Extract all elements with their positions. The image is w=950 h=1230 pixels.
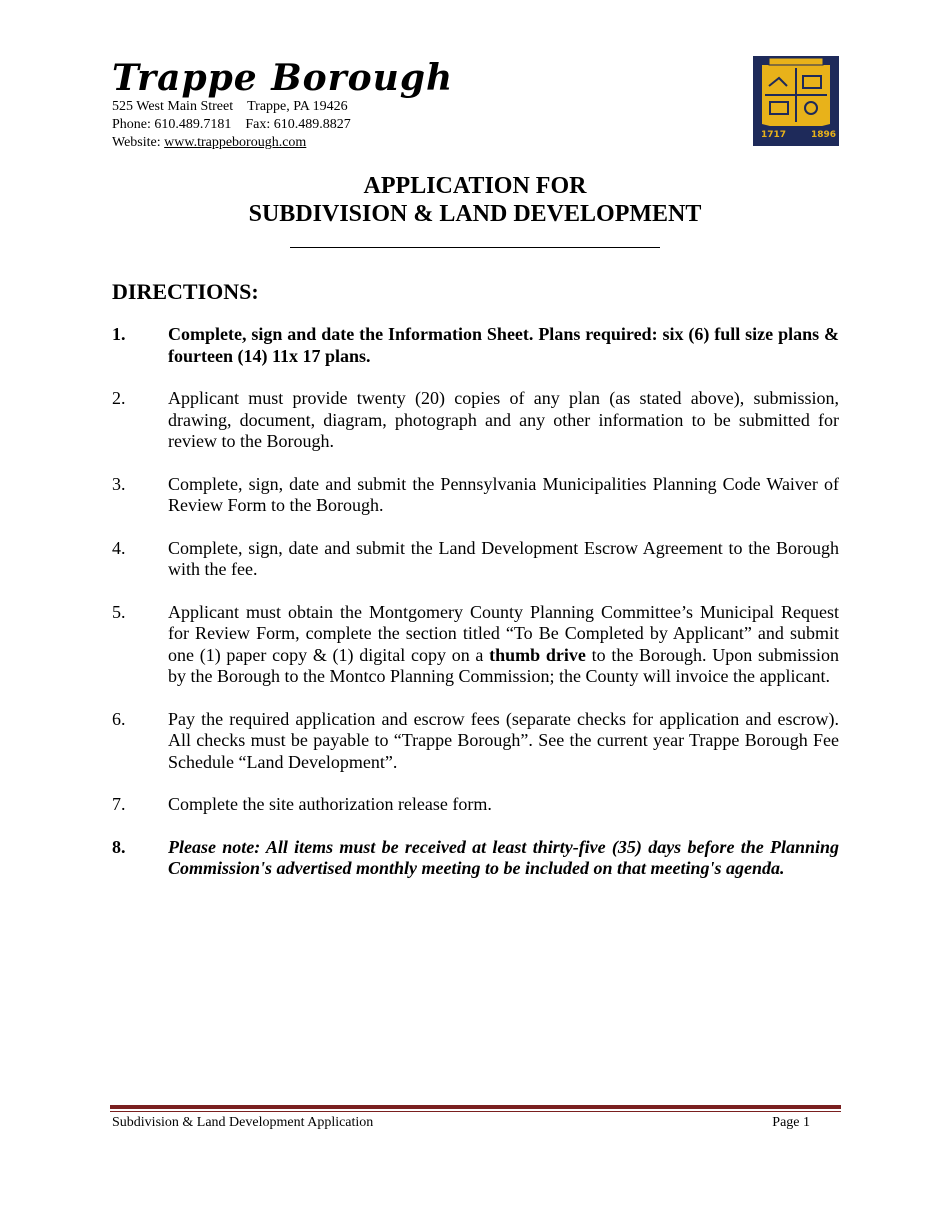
- footer-divider: [110, 1105, 841, 1109]
- footer-divider-thin: [110, 1111, 841, 1112]
- footer-page-number: Page 1: [772, 1115, 810, 1130]
- directions-heading: DIRECTIONS:: [112, 279, 259, 304]
- address-line: [112, 98, 453, 116]
- item-number: 5.: [112, 601, 126, 622]
- item-text: Applicant must provide twenty (20) copies of any plan (as stated above), submission, drawing, document, diagram, photograph and any other information to be submitted for review to the Borough.: [168, 388, 839, 451]
- letterhead: [112, 58, 453, 152]
- item-text: Pay the required application and escrow fees (separate checks for application and escrow). All checks must be payable to “Trappe Borough”. See the current year Trappe Borough Fee Schedule “Land Development”.: [168, 708, 839, 772]
- item-text: Complete, sign, date and submit the Land Development Escrow Agreement to the Borough with the fee.: [168, 537, 839, 579]
- item-text: [168, 602, 839, 688]
- list-item: [112, 538, 839, 581]
- website-line: [112, 134, 453, 152]
- list-item: [112, 602, 839, 688]
- borough-seal-icon: [753, 56, 839, 146]
- list-item: [112, 474, 839, 517]
- fax: Fax: 610.489.8827: [245, 117, 351, 132]
- item-number: 3.: [112, 473, 126, 494]
- list-item: [112, 837, 839, 880]
- page-title: [0, 172, 950, 228]
- directions-list: [112, 324, 839, 901]
- list-item: [112, 709, 839, 774]
- item-number: 8.: [112, 836, 126, 857]
- list-item: [112, 324, 839, 367]
- title-line-2: SUBDIVISION & LAND DEVELOPMENT: [248, 201, 702, 227]
- list-item: [112, 388, 839, 453]
- item-text: Complete, sign, date and submit the Pennsylvania Municipalities Planning Code Waiver of Review Form to the Borough.: [168, 473, 839, 515]
- seal-year-left: 1717: [761, 130, 787, 140]
- title-divider: [290, 247, 660, 248]
- item-text-bold: thumb drive: [489, 644, 586, 665]
- website-link[interactable]: www.trappeborough.com: [164, 135, 307, 150]
- street: 525 West Main Street: [112, 99, 234, 114]
- item-number: 4.: [112, 537, 126, 558]
- item-text-part: to the Borough. Upon submission by the Borough to the Montco Planning Commission; the County will invoice the applicant.: [168, 644, 839, 686]
- item-number: 2.: [112, 388, 126, 408]
- item-number: 1.: [112, 324, 126, 344]
- title-line-1: APPLICATION FOR: [363, 173, 587, 199]
- item-text: Complete, sign and date the Information Sheet. Plans required: six (6) full size plans & fourteen (14) 11x 17 plans.: [168, 324, 839, 366]
- borough-name: Trappe Borough: [112, 57, 454, 99]
- footer-document-title: Subdivision & Land Development Application: [112, 1115, 374, 1130]
- phone-fax-line: [112, 116, 453, 134]
- item-text: Please note: All items must be received at least thirty-five (35) days before the Planning Commission's advertised monthly meeting to be included on that meeting's agenda.: [168, 836, 839, 878]
- website-label: Website:: [112, 135, 161, 150]
- seal-year-right: 1896: [811, 130, 837, 140]
- item-number: 6.: [112, 708, 126, 729]
- phone: Phone: 610.489.7181: [112, 117, 232, 132]
- item-text-part: Applicant must obtain the Montgomery County Planning Committee’s Municipal Request for Review Form, complete the section titled “To Be Completed by Applicant” and submit one (1) paper copy & (1) digital copy on a: [168, 601, 839, 665]
- city: Trappe, PA 19426: [247, 99, 348, 114]
- item-number: 7.: [112, 794, 126, 814]
- item-text: Complete the site authorization release form.: [168, 794, 492, 814]
- list-item: [112, 794, 839, 816]
